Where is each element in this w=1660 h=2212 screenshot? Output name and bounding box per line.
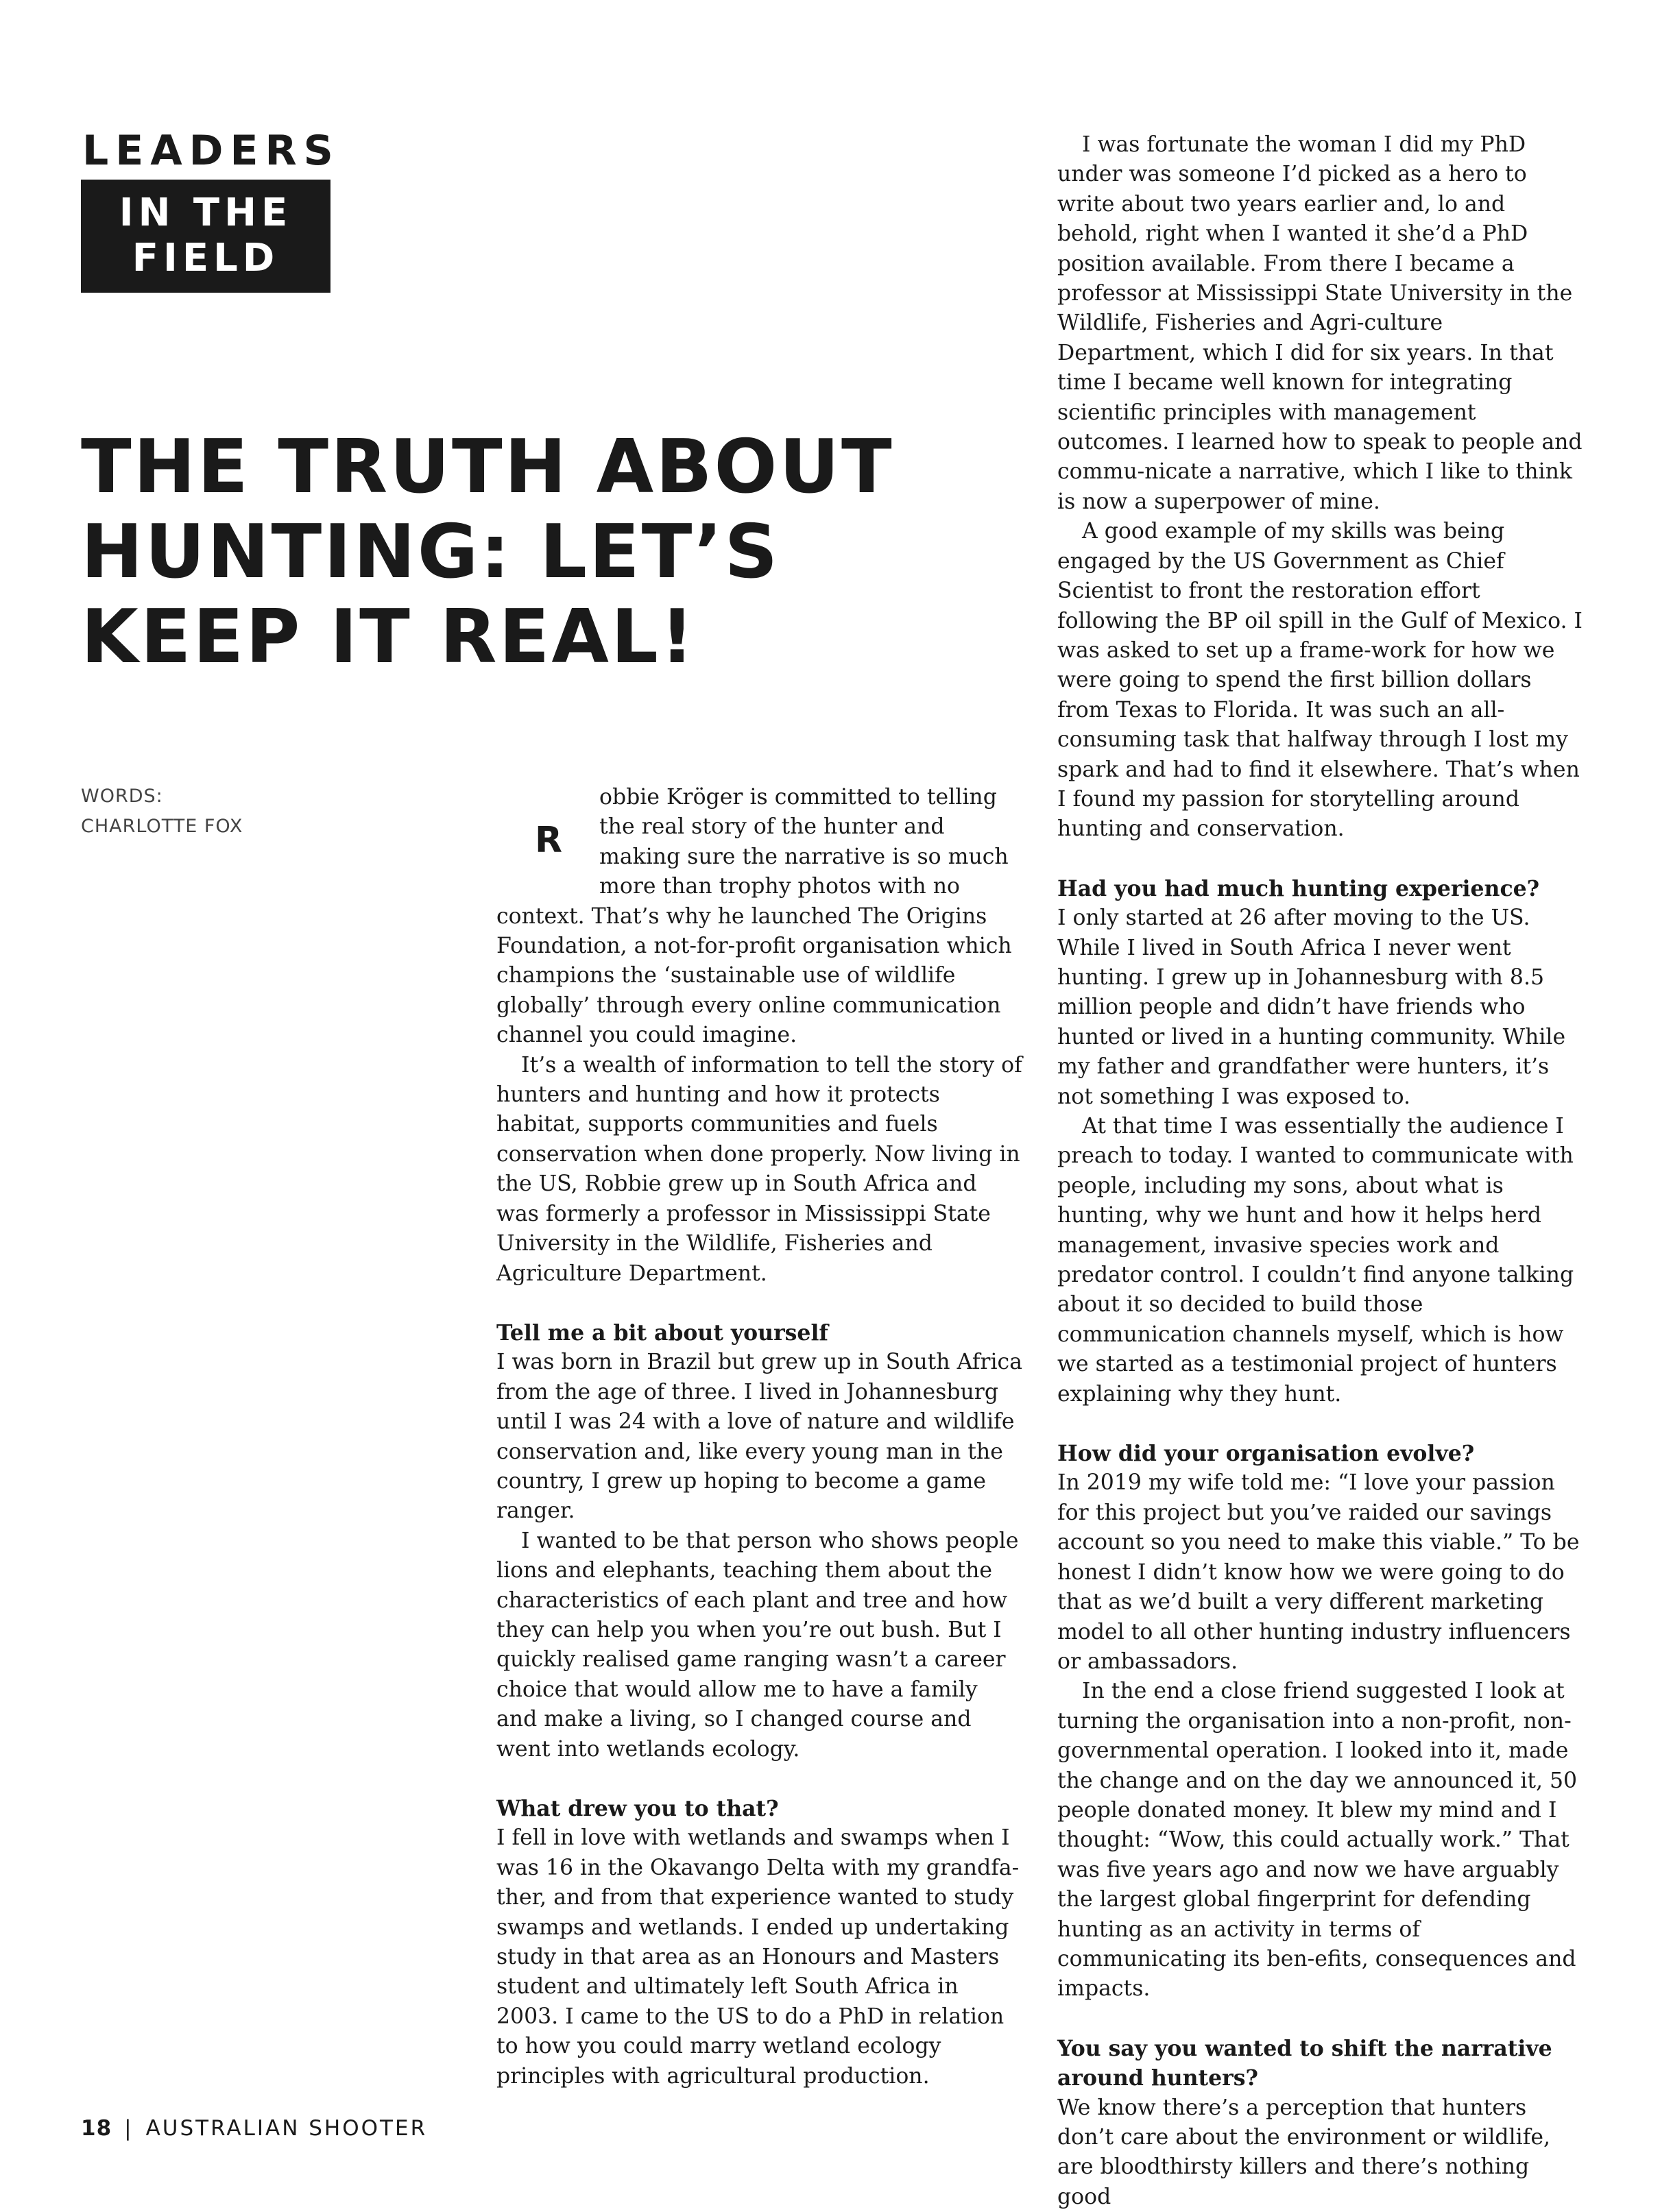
drop-cap: R bbox=[535, 820, 563, 861]
byline-label: WORDS: bbox=[81, 786, 163, 807]
section-tag bbox=[81, 127, 340, 293]
footer-separator: | bbox=[124, 2116, 134, 2141]
byline bbox=[81, 781, 243, 842]
article-column-right bbox=[1057, 130, 1587, 2212]
section-tag-leaders: LEADERS bbox=[82, 127, 340, 175]
publication-name: AUSTRALIAN SHOOTER bbox=[145, 2116, 428, 2141]
paragraph: I was born in Brazil but grew up in South Africa from the age of three. I lived in Johannesburg until I was 24 with a love of nature and wildlife conservation and, like every young man in the country, I grew up hoping to become a game ranger. bbox=[496, 1350, 1022, 1524]
question-heading: You say you wanted to shift the narrative around hunters? bbox=[1057, 2035, 1552, 2091]
byline-author: CHARLOTTE FOX bbox=[81, 816, 243, 837]
question-heading: Tell me a bit about yourself bbox=[496, 1320, 828, 1346]
section-tag-field: FIELD bbox=[132, 236, 280, 280]
paragraph: I only started at 26 after moving to the US. While I lived in South Africa I never went hunting. I grew up in Johannesburg with 8.5 million people and didn’t have friends who hunted or lived in a hunting community. While my father and grandfather were hunters, it’s not something I was exposed to. bbox=[1057, 906, 1566, 1109]
question-heading: How did your organisation evolve? bbox=[1057, 1441, 1475, 1467]
intro-text: obbie Kröger is committed to telling the real story of the hunter and making sure the narrative is so much more than trophy photos with no context. That’s why he launched The Origins Foundation, a not-for-profit organisation which champions the ‘sustainable use of wildlife globally’ through every online communication channel you could imagine. bbox=[496, 785, 1012, 1048]
paragraph: I fell in love with wetlands and swamps when I was 16 in the Okavango Delta with my grandfa-ther, and from that experience wanted to study swamps and wetlands. I ended up undertaking study in that area as an Honours and Masters student and ultimately left South Africa in 2003. I came to the US to do a PhD in relation to how you could marry wetland ecology principles with agricultural production. bbox=[496, 1825, 1020, 2089]
headline bbox=[81, 425, 938, 680]
paragraph: I was fortunate the woman I did my PhD under was someone I’d picked as a hero to write about two years earlier and, lo and behold, right when I wanted it she’d a PhD position available. From there I became a professor at Mississippi State University in the Wildlife, Fisheries and Agri-culture Department, which I did for six years. In that time I became well known for integrating scientific principles with management outcomes. I learned how to speak to people and commu-nicate a narrative, which I like to think is now a superpower of mine. bbox=[1057, 132, 1583, 514]
question-heading: What drew you to that? bbox=[496, 1796, 779, 1821]
section-tag-box bbox=[81, 180, 330, 293]
page-footer bbox=[81, 2116, 427, 2141]
headline-line-3: KEEP IT REAL! bbox=[81, 594, 697, 680]
headline-line-2: HUNTING: LET’S bbox=[81, 509, 780, 595]
headline-line-1: THE TRUTH ABOUT bbox=[81, 424, 894, 510]
paragraph: We know there’s a perception that hunters don’t care about the environment or wildlife, are bloodthirsty killers and there’s nothing good bbox=[1057, 2095, 1551, 2209]
paragraph: I wanted to be that person who shows people lions and elephants, teaching them about the characteristics of each plant and tree and how they can help you when you’re out bush. But I quickly realised game ranging wasn’t a career choice that would allow me to have a family and make a living, so I changed course and went into wetlands ecology. bbox=[496, 1528, 1019, 1762]
paragraph: In 2019 my wife told me: “I love your passion for this project but you’ve raided our savings account so you need to make this viable.” To be honest I didn’t know how we were going to do that as we’d built a very different marketing model to all other hunting industry influencers or ambassadors. bbox=[1057, 1470, 1580, 1674]
question-heading: Had you had much hunting experience? bbox=[1057, 875, 1540, 901]
intro-paragraph bbox=[496, 783, 1023, 1051]
page-number: 18 bbox=[81, 2116, 112, 2141]
article-column-middle bbox=[496, 783, 1023, 2091]
paragraph: A good example of my skills was being engaged by the US Government as Chief Scientist to front the restoration effort following the BP oil spill in the Gulf of Mexico. I was asked to set up a frame-work for how we were going to spend the first billion dollars from Texas to Florida. It was such an all-consuming task that halfway through I lost my spark and had to find it elsewhere. That’s when I found my passion for storytelling around hunting and conservation. bbox=[1057, 519, 1583, 842]
paragraph: In the end a close friend suggested I look at turning the organisation into a non-profit, non-governmental operation. I looked into it, made the change and on the day we announced it, 50 people donated money. It blew my mind and I thought: “Wow, this could actually work.” That was five years ago and now we have arguably the largest global fingerprint for defending hunting as an activity in terms of communicating its ben-efits, consequences and impacts. bbox=[1057, 1679, 1578, 2002]
section-tag-in-the: IN THE bbox=[119, 191, 293, 235]
paragraph: At that time I was essentially the audience I preach to today. I wanted to communicate with people, including my sons, about what is hunting, why we hunt and how it helps herd management, invasive species work and predator control. I couldn’t find anyone talking about it so decided to build those communication channels myself, which is how we started as a testimonial project of hunters explaining why they hunt. bbox=[1057, 1114, 1574, 1407]
paragraph: It’s a wealth of information to tell the story of hunters and hunting and how it protects habitat, supports communities and fuels conservation when done properly. Now living in the US, Robbie grew up in South Africa and was formerly a professor in Mississippi State University in the Wildlife, Fisheries and Agriculture Department. bbox=[496, 1052, 1022, 1286]
